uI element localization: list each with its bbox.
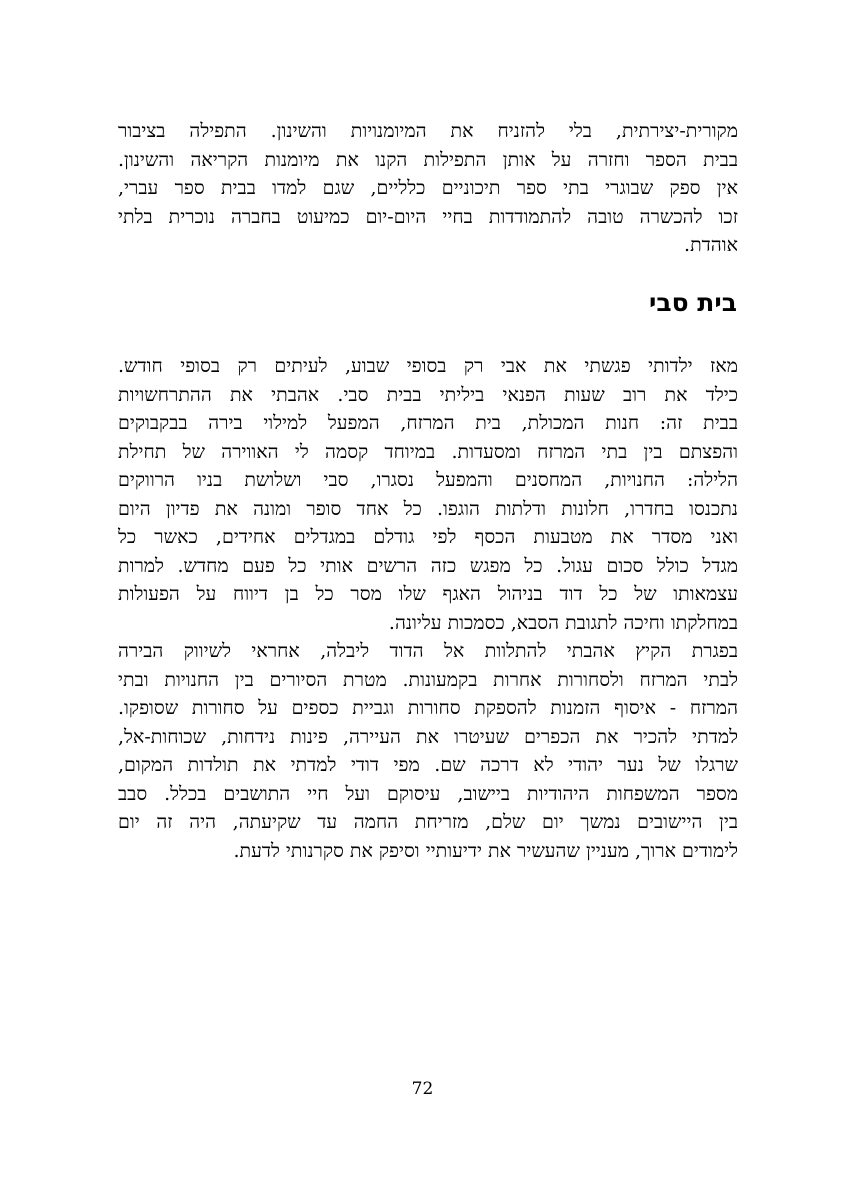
text-line: והפצתם בין בתי המרזח ומסעדות. במיוחד קסמה לי האווירה של תחילת [118,440,738,463]
text-line: מקורית-יצירתית, בלי להזניח את המיומנויות והשינון. התפילה בציבור [118,120,738,142]
text-line: המרזח - איסוף הזמנות להספקת סחורות וגביית כספים על סחורות שסופקו. [118,697,738,719]
section-heading: בית סבי [649,288,737,317]
text-line: בין היישובים נמשך יום שלם, מזריחת החמה עד שקיעתה, היה זה יום [118,811,738,833]
text-line: מגדל כולל סכום עגול. כל מפגש כזה הרשים אותי כל פעם מחדש. למרות [118,554,738,577]
text-line: לימודים ארוך, מעניין שהעשיר את ידיעותיי וסיפק את סקרנותי לדעת. [233,839,738,862]
text-line: הלילה: החנויות, המחסנים והמפעל נסגרו, סבי ושלושת בניו הרווקים [118,469,738,491]
text-line: בפגרת הקיץ אהבתי להתלוות אל הדוד ליבלה, אחראי לשיווק הבירה [118,640,738,662]
text-line: אין ספק שבוגרי בתי ספר תיכוניים כלליים, שגם למדו בבית ספר עברי, [118,177,738,199]
text-line: אוהדת. [684,234,738,256]
page-number: 72 [411,1079,434,1099]
top-paragraph [118,117,738,260]
main-paragraph [118,352,738,865]
text-line: שרגלו של נער יהודי לא דרכה שם. מפי דודי למדתי את תולדות המקום, [118,754,738,776]
text-line: זכו להכשרה טובה להתמודדות בחיי היום-יום כמיעוט בחברה נוכרית בלתי [118,205,738,228]
text-line: לבתי המרזח ולסחורות אחרות בקמעונות. מטרת הסיורים בין החנויות ובתי [118,668,738,691]
text-line: ואני מסדר את מטבעות הכסף לפי גודלם במגדלים אחידים, כאשר כל [118,526,738,548]
text-line: כילד את רוב שעות הפנאי ביליתי בבית סבי. אהבתי את ההתרחשויות [118,383,738,406]
text-line: בבית הספר וחזרה על אותן התפילות הקנו את מיומנות הקריאה והשינון. [118,148,738,171]
text-line: נתכנסו בחדרו, חלונות ודלתות הוגפו. כל אחד סופר ומונה את פדיון היום [118,497,738,520]
text-line: בבית זה: חנות המכולת, בית המרזח, המפעל למילוי בירה בבקבוקים [118,412,738,434]
text-line: מאז ילדותי פגשתי את אבי רק בסופי שבוע, לעיתים רק בסופי חודש. [118,355,738,377]
text-line: עצמאותו של כל דוד בניהול האגף שלו מסר כל בן דיווח על הפעולות [118,583,738,605]
text-line: מספר המשפחות היהודיות ביישוב, עיסוקם ועל חיי התושבים בכלל. סבב [118,782,738,805]
text-line: למדתי להכיר את הכפרים שעיטרו את העיירה, פינות נידחות, שכוחות-אל, [118,725,738,748]
text-line: במחלקתו וחיכה לתגובת הסבא, כסמכות עליונה. [388,611,738,634]
